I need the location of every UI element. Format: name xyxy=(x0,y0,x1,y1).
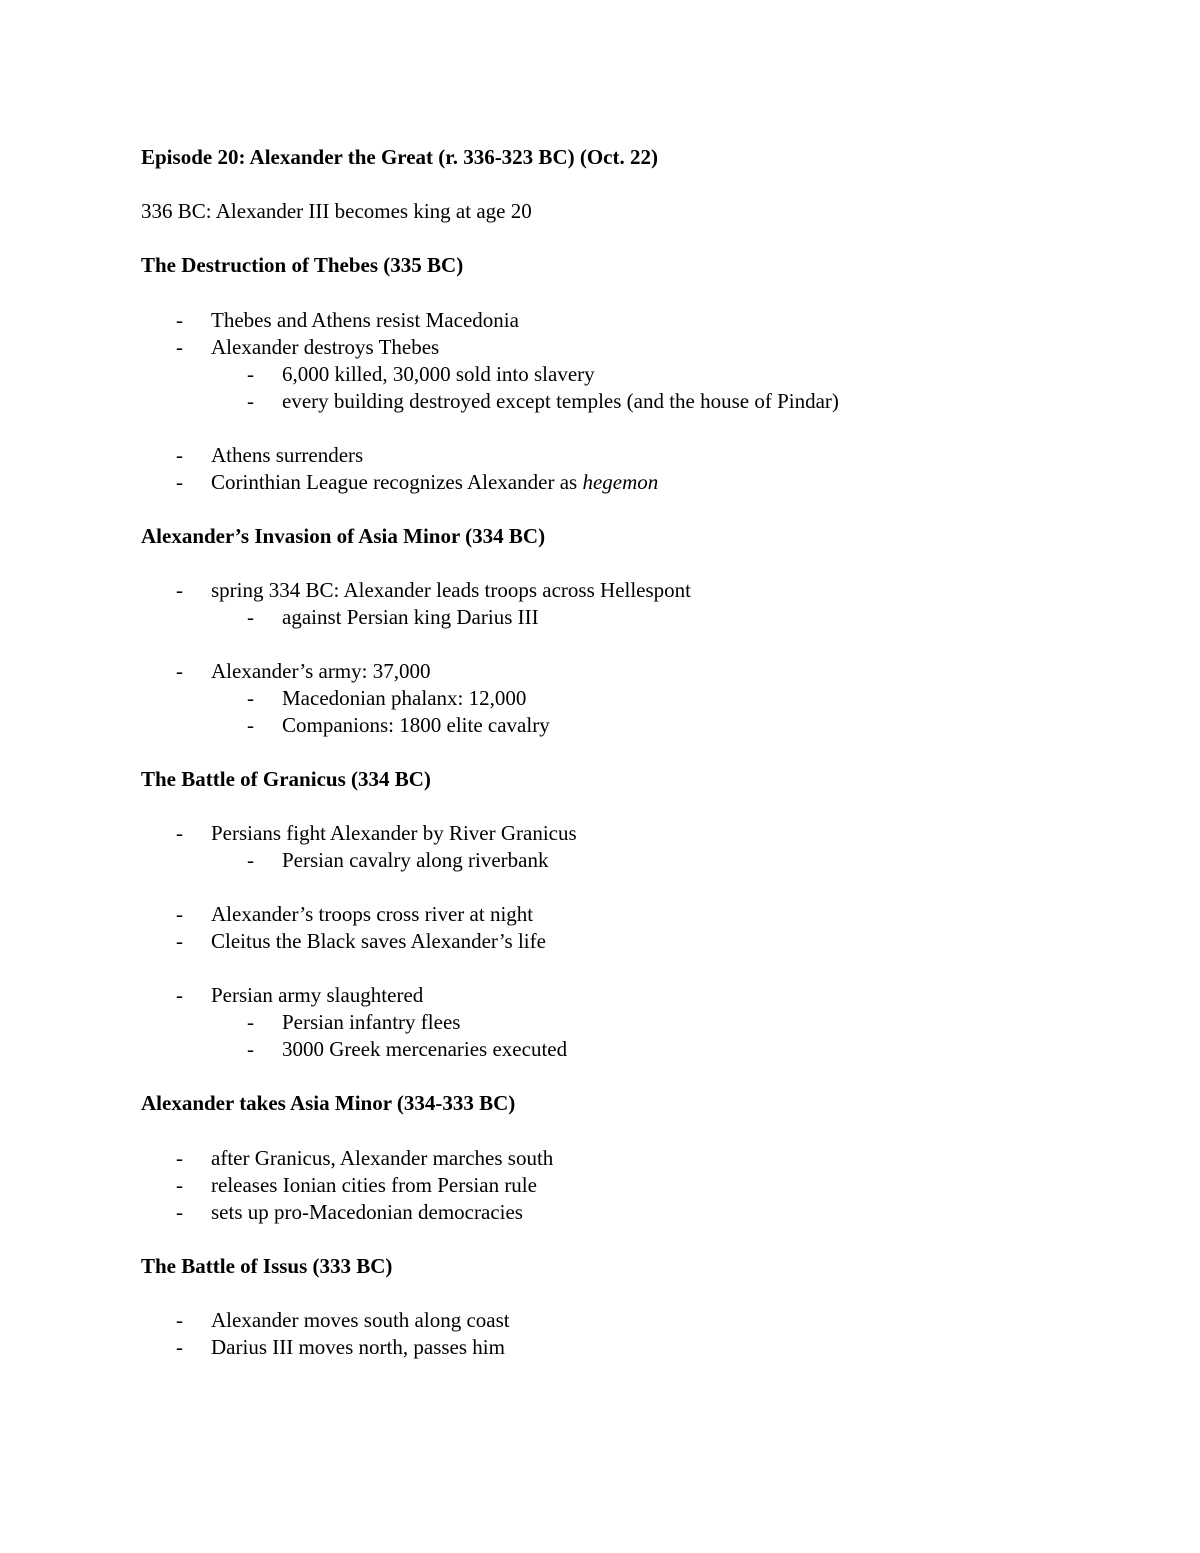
list-item: Darius III moves north, passes him xyxy=(211,1335,505,1359)
section-heading: Alexander takes Asia Minor (334-333 BC) xyxy=(141,1091,516,1115)
italic-term: hegemon xyxy=(582,470,659,494)
bullet-dash: - xyxy=(176,902,183,926)
bullet-dash: - xyxy=(176,659,183,683)
sub-list-item: Persian infantry flees xyxy=(282,1010,461,1034)
list-item: Athens surrenders xyxy=(211,443,364,467)
sub-bullet-dash: - xyxy=(247,362,254,386)
list-item: spring 334 BC: Alexander leads troops across Hellespont xyxy=(211,578,692,602)
sub-list-item: Persian cavalry along riverbank xyxy=(282,848,549,872)
list-item: releases Ionian cities from Persian rule xyxy=(211,1173,537,1197)
sub-list-item: against Persian king Darius III xyxy=(282,605,539,629)
bullet-dash: - xyxy=(176,1335,183,1359)
sub-bullet-dash: - xyxy=(247,686,254,710)
list-item: Cleitus the Black saves Alexander’s life xyxy=(211,929,546,953)
bullet-dash: - xyxy=(176,983,183,1007)
sub-list-item: 3000 Greek mercenaries executed xyxy=(282,1037,568,1061)
list-item-text: Corinthian League recognizes Alexander as xyxy=(211,470,583,494)
intro-line: 336 BC: Alexander III becomes king at age 20 xyxy=(141,199,532,223)
sub-bullet-dash: - xyxy=(247,1010,254,1034)
list-item xyxy=(211,469,658,495)
bullet-dash: - xyxy=(176,335,183,359)
list-item: after Granicus, Alexander marches south xyxy=(211,1146,554,1170)
list-item: Alexander moves south along coast xyxy=(211,1308,510,1332)
sub-bullet-dash: - xyxy=(247,1037,254,1061)
bullet-dash: - xyxy=(176,821,183,845)
section-heading: The Destruction of Thebes (335 BC) xyxy=(141,253,464,277)
sub-bullet-dash: - xyxy=(247,389,254,413)
bullet-dash: - xyxy=(176,1200,183,1224)
list-item: Persians fight Alexander by River Granicus xyxy=(211,821,577,845)
sub-list-item: Macedonian phalanx: 12,000 xyxy=(282,686,527,710)
bullet-dash: - xyxy=(176,443,183,467)
list-item: Alexander destroys Thebes xyxy=(211,335,440,359)
section-heading: The Battle of Issus (333 BC) xyxy=(141,1254,393,1278)
sub-bullet-dash: - xyxy=(247,713,254,737)
list-item: Persian army slaughtered xyxy=(211,983,424,1007)
bullet-dash: - xyxy=(176,1173,183,1197)
list-item: Thebes and Athens resist Macedonia xyxy=(211,308,519,332)
page-title: Episode 20: Alexander the Great (r. 336-323 BC) (Oct. 22) xyxy=(141,145,658,169)
bullet-dash: - xyxy=(176,470,183,494)
bullet-dash: - xyxy=(176,578,183,602)
list-item: sets up pro-Macedonian democracies xyxy=(211,1200,523,1224)
sub-list-item: Companions: 1800 elite cavalry xyxy=(282,713,550,737)
bullet-dash: - xyxy=(176,929,183,953)
sub-bullet-dash: - xyxy=(247,605,254,629)
sub-bullet-dash: - xyxy=(247,848,254,872)
section-heading: Alexander’s Invasion of Asia Minor (334 BC) xyxy=(141,524,546,548)
section-heading: The Battle of Granicus (334 BC) xyxy=(141,767,431,791)
bullet-dash: - xyxy=(176,1146,183,1170)
sub-list-item: 6,000 killed, 30,000 sold into slavery xyxy=(282,362,595,386)
list-item: Alexander’s troops cross river at night xyxy=(211,902,534,926)
bullet-dash: - xyxy=(176,1308,183,1332)
bullet-dash: - xyxy=(176,308,183,332)
sub-list-item: every building destroyed except temples (and the house of Pindar) xyxy=(282,389,839,413)
list-item: Alexander’s army: 37,000 xyxy=(211,659,431,683)
